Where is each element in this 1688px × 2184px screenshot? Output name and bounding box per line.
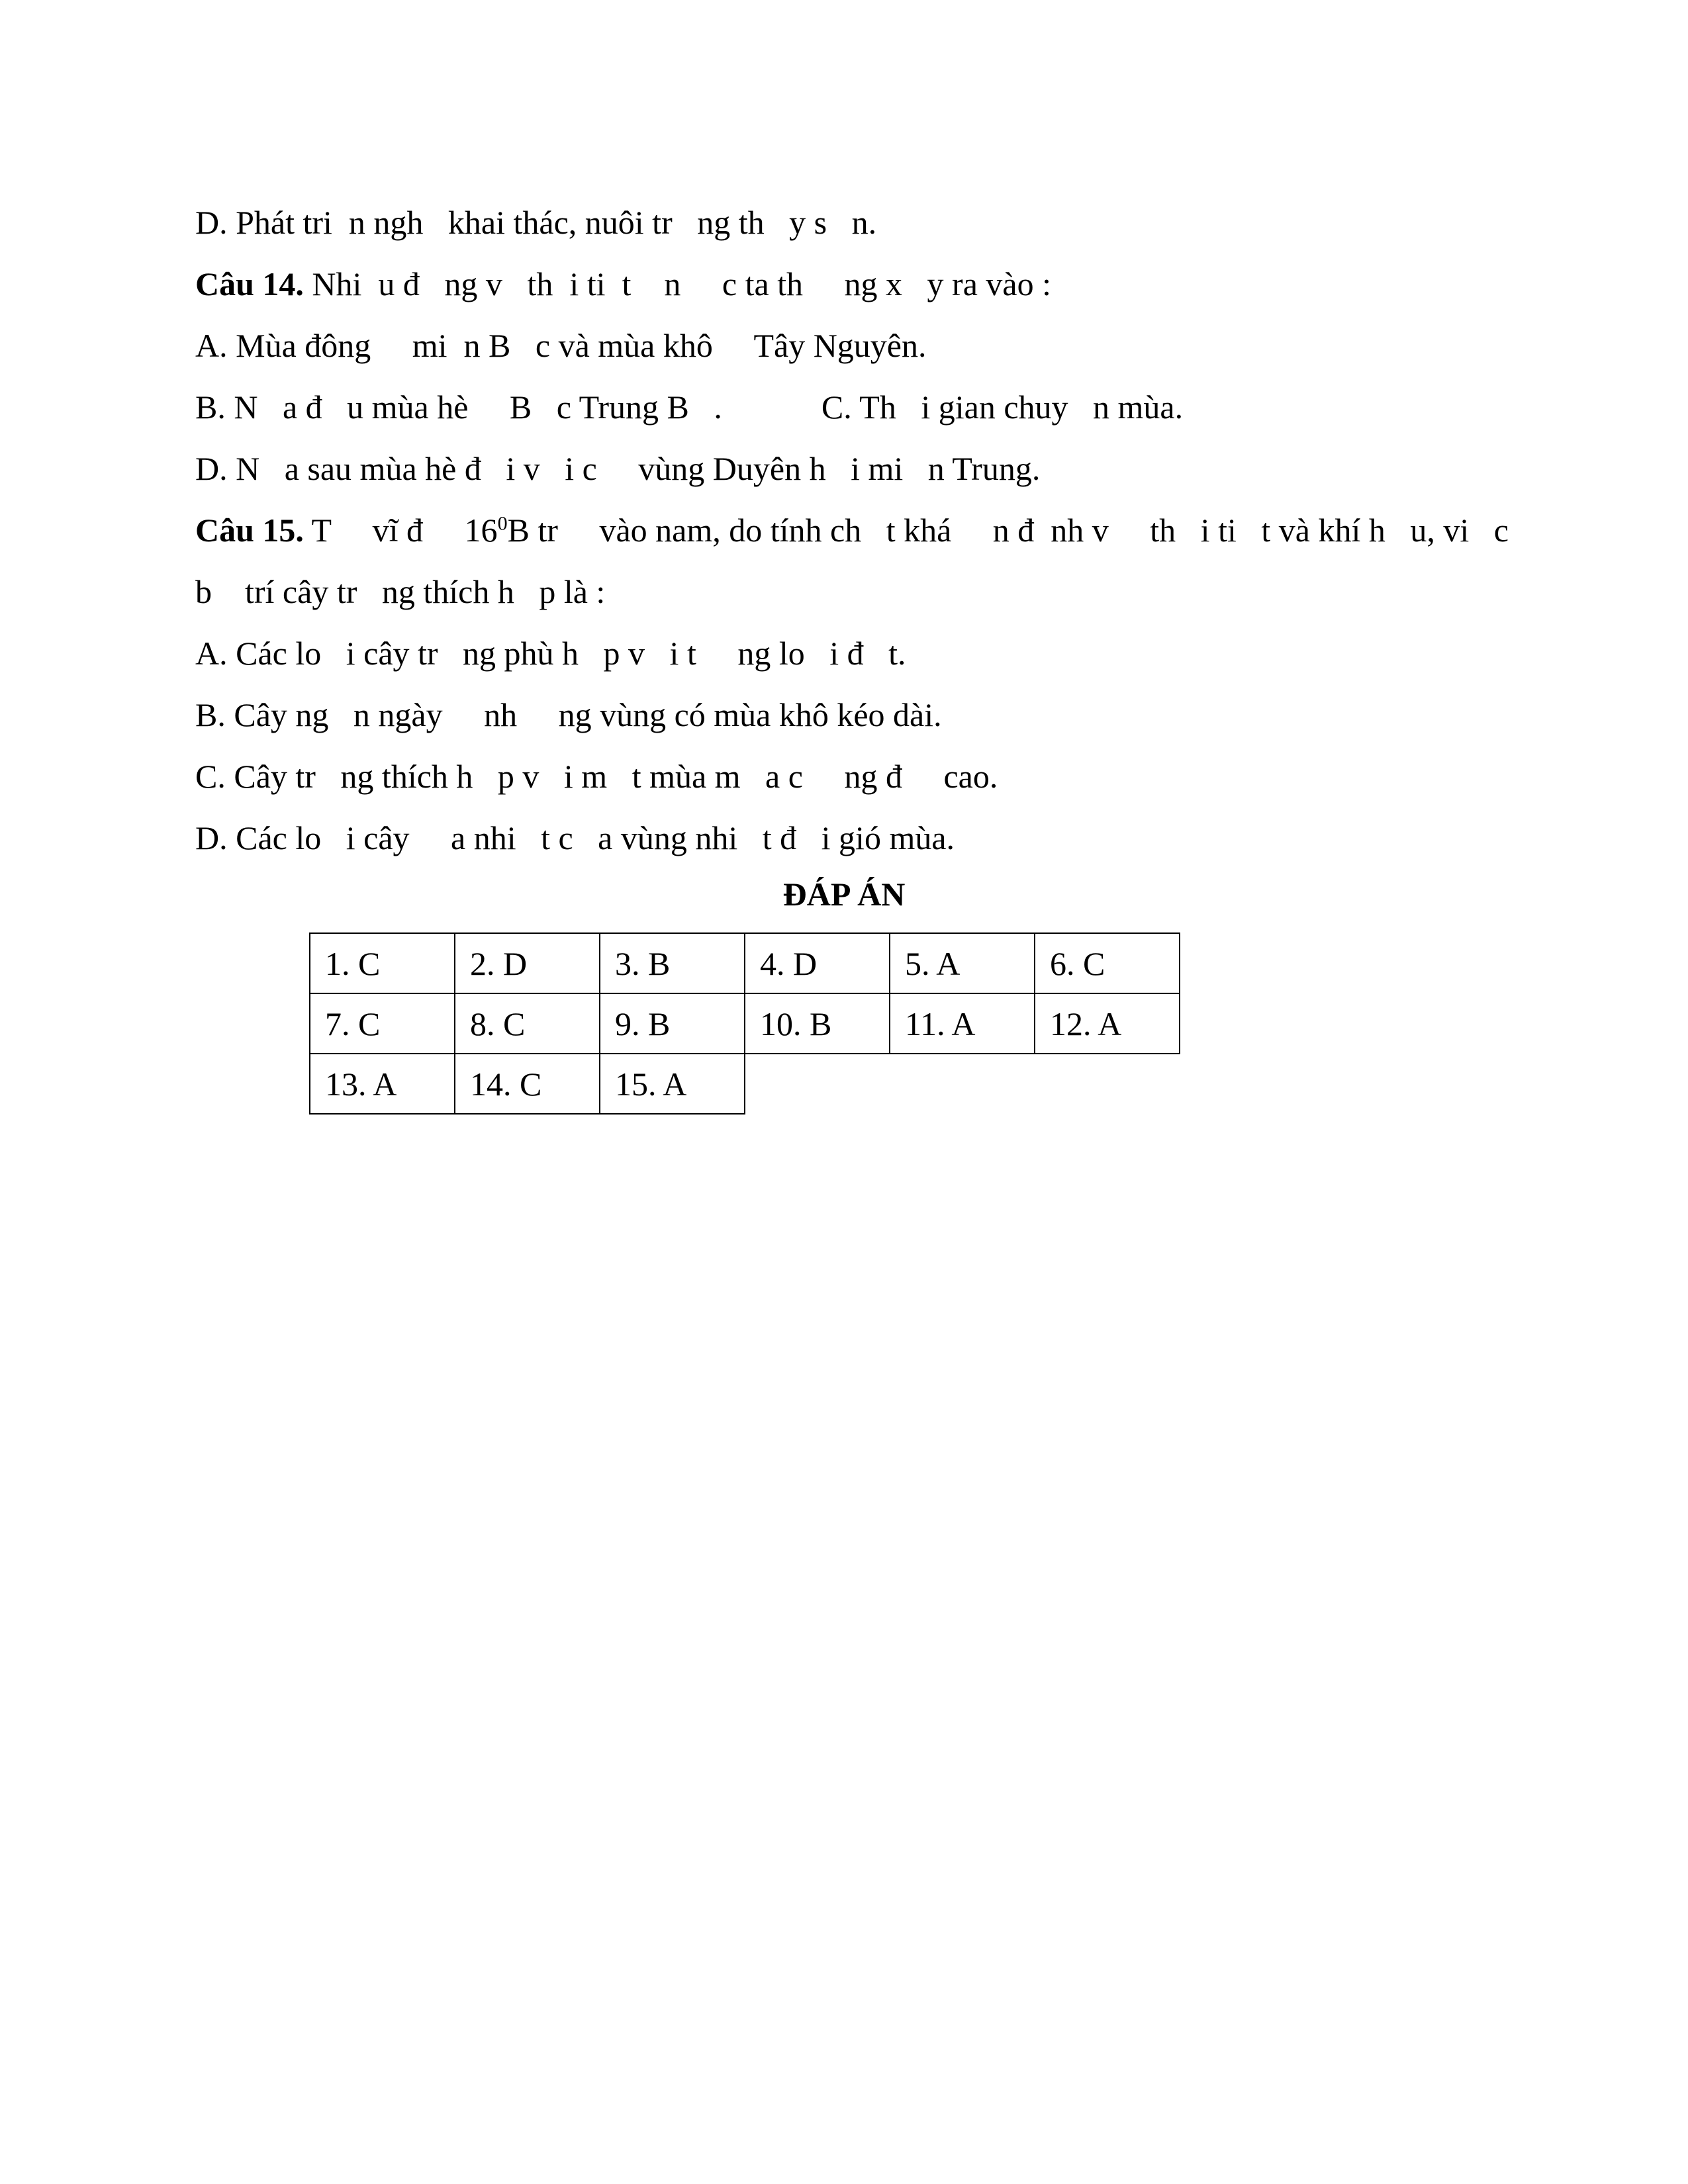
answer-cell: 6. C xyxy=(1035,933,1180,993)
q15-text-part1: T vĩ đ 16 xyxy=(303,512,498,549)
answer-row xyxy=(310,933,1180,993)
q14-option-d: D. N a sau mùa hè đ i v i c vùng Duyên h i mi n Trung. xyxy=(195,450,1041,487)
answer-cell: 3. B xyxy=(600,933,745,993)
answer-key-title: ĐÁP ÁN xyxy=(782,876,906,913)
q15-option-a: A. Các lo i cây tr ng phù h p v i t ng lo i đ t. xyxy=(195,635,906,672)
empty-cell xyxy=(890,1054,1035,1114)
answer-cell: 10. B xyxy=(745,993,890,1054)
answer-row xyxy=(310,1054,1180,1114)
q14-label: Câu 14. xyxy=(195,265,304,302)
q15-option-c: C. Cây tr ng thích h p v i m t mùa m a c ng đ cao. xyxy=(195,758,998,795)
q14-question xyxy=(195,253,1493,315)
document-body xyxy=(195,192,1509,869)
answer-cell: 5. A xyxy=(890,933,1035,993)
answer-cell: 13. A xyxy=(310,1054,455,1114)
q13-option-d: D. Phát tri n ngh khai thác, nuôi tr ng th y s n. xyxy=(195,204,877,241)
empty-cell xyxy=(1035,1054,1180,1114)
answer-cell: 8. C xyxy=(455,993,600,1054)
q14-option-b: B. N a đ u mùa hè B c Trung B . xyxy=(195,388,722,426)
q15-label: Câu 15. xyxy=(195,512,304,549)
answer-key-table xyxy=(309,933,1180,1115)
q15-option-d: D. Các lo i cây a nhi t c a vùng nhi t đ i gió mùa. xyxy=(195,819,955,856)
q15-text-part2: B tr vào nam, do tính ch t khá n đ nh v th i ti t và khí h u, vi c xyxy=(507,512,1509,549)
answer-cell: 7. C xyxy=(310,993,455,1054)
answer-cell: 14. C xyxy=(455,1054,600,1114)
answer-cell: 4. D xyxy=(745,933,890,993)
answer-cell: 9. B xyxy=(600,993,745,1054)
answer-cell: 1. C xyxy=(310,933,455,993)
q14-options-bc xyxy=(195,377,1493,438)
answer-cell: 15. A xyxy=(600,1054,745,1114)
answer-row xyxy=(310,993,1180,1054)
answer-cell: 2. D xyxy=(455,933,600,993)
q15-option-b: B. Cây ng n ngày nh ng vùng có mùa khô kéo dài. xyxy=(195,696,942,733)
q14-option-c: C. Th i gian chuy n mùa. xyxy=(821,388,1184,426)
answer-cell: 11. A xyxy=(890,993,1035,1054)
q15-question xyxy=(195,500,1509,561)
q15-superscript: 0 xyxy=(497,512,508,535)
q15-question-continued: b trí cây tr ng thích h p là : xyxy=(195,573,606,610)
q14-text: Nhi u đ ng v th i ti t n c ta th ng x y ra vào : xyxy=(303,265,1051,302)
q14-option-a: A. Mùa đông mi n B c và mùa khô Tây Nguyên. xyxy=(195,327,927,364)
empty-cell xyxy=(745,1054,890,1114)
answer-cell: 12. A xyxy=(1035,993,1180,1054)
